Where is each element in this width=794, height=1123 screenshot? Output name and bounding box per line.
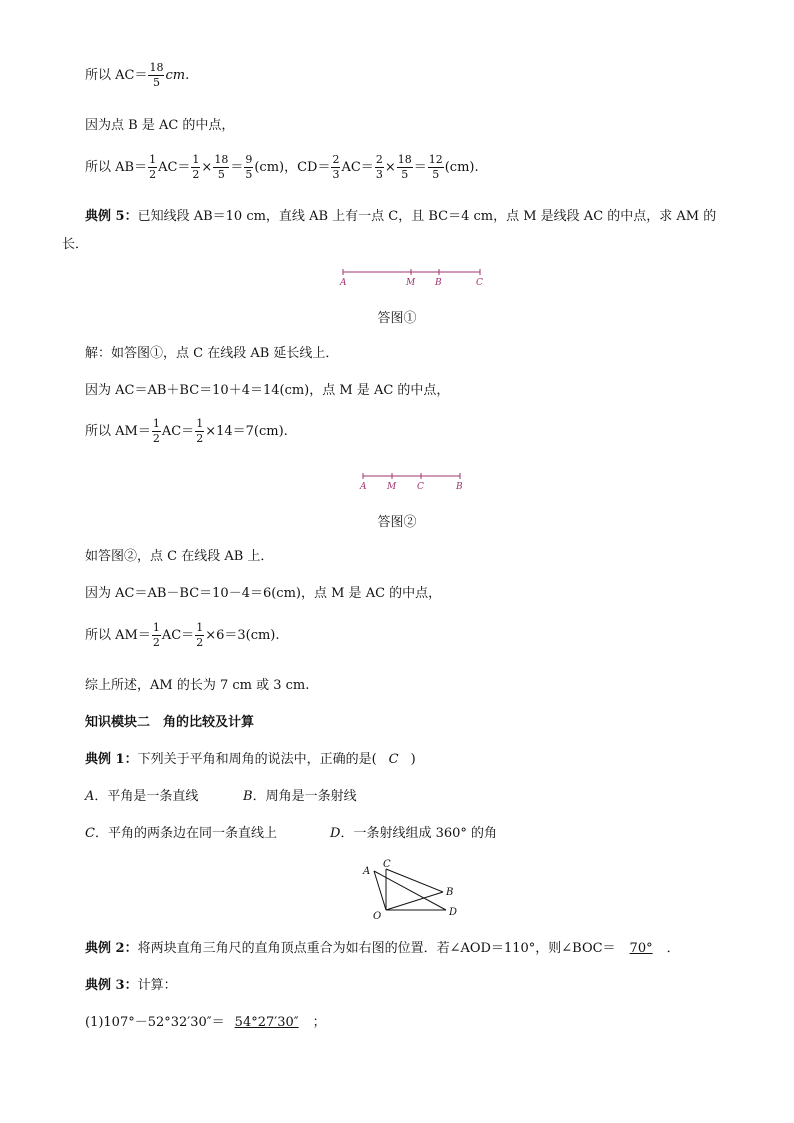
solution-1: 解：如答图①，点 C 在线段 AB 延长线上． [85,346,339,361]
fraction [195,418,204,444]
text: AC＝ [158,159,191,175]
option-text: ．一条射线组成 360° 的角 [340,826,498,841]
figure-2-caption: 答图② [377,515,417,530]
denominator: 2 [196,431,204,445]
ray-ob [386,892,443,910]
line-b-midpoint: 因为点 B 是 AC 的中点， [85,118,235,133]
example-text: 计算： [137,978,177,993]
text: ＝ [413,159,427,175]
numerator: 18 [214,153,229,166]
denominator: 2 [152,431,160,445]
text: ＝ [230,159,244,175]
text: AC＝ [341,159,374,175]
line-ab-cd [85,154,479,180]
denominator: 2 [152,635,160,649]
text: × [384,159,396,175]
example-label: 典例 1： [85,752,138,767]
solution-5: 因为 AC＝AB－BC＝10－4＝6(cm)，点 M 是 AC 的中点， [85,586,442,601]
fraction [244,154,253,180]
text: 所以 AB＝ [85,159,148,175]
example-2 [85,942,680,955]
denominator: 5 [152,75,160,89]
label-c: C [383,859,391,870]
option-a [85,790,243,803]
denominator: 5 [401,167,409,181]
fraction [195,622,204,648]
example-5 [85,210,716,223]
figure-2-segment [355,468,475,498]
fraction [375,154,384,180]
option-row-1 [85,790,357,803]
unit: cm. [165,67,190,83]
line-ac-value [85,62,189,88]
text: 所以 AM＝ [85,423,151,439]
numerator: 18 [149,61,164,74]
denominator: 2 [192,167,200,181]
solution-6 [85,622,280,648]
fraction [152,622,161,648]
solution-conclusion: 综上所述，AM 的长为 7 cm 或 3 cm. [85,678,310,693]
denominator: 2 [196,635,204,649]
option-text: ．周角是一条射线 [252,789,357,804]
text: × [201,159,213,175]
text: 所以 AM＝ [85,627,151,643]
numerator: 1 [192,153,200,166]
example-5-cont: 长． [62,237,89,252]
example-1 [85,753,416,766]
example-label: 典例 3： [85,978,138,993]
figure-3-angles [357,857,467,925]
example-text: 下列关于平角和周角的说法中，正确的是( [137,752,377,767]
numerator: 1 [152,621,160,634]
label-d: D [449,907,458,918]
label-a: A [360,482,367,492]
text: (cm). [444,159,479,175]
text: ×14＝7(cm). [205,423,288,439]
label-m: M [387,482,397,492]
answer-blank: 70° [629,941,653,956]
solution-3 [85,418,288,444]
text: ×6＝3(cm). [205,627,280,643]
option-letter: D [330,826,341,841]
numerator: 2 [375,153,383,166]
numerator: 9 [245,153,253,166]
option-b [243,790,357,803]
fraction [397,154,413,180]
option-c [85,827,330,840]
fraction [191,154,200,180]
label-m: M [406,278,416,288]
example-3 [85,979,177,992]
solution-4: 如答图②，点 C 在线段 AB 上． [85,549,274,564]
denominator: 3 [375,167,383,181]
option-letter: A [85,789,95,804]
answer: C [388,752,399,767]
calc-1 [85,1016,326,1029]
label-b: B [446,887,454,898]
end-punct: ； [312,1015,326,1030]
end-punct: ． [666,941,680,956]
fraction [213,154,229,180]
label-b: B [435,278,442,288]
numerator: 1 [149,153,157,166]
denominator: 5 [217,167,225,181]
figure-1-caption: 答图① [377,311,417,326]
fraction [148,62,164,88]
numerator: 1 [196,417,204,430]
text: 所以 AC＝ [85,67,148,83]
option-letter: B [243,789,253,804]
fraction [152,418,161,444]
numerator: 1 [196,621,204,634]
text: AC＝ [161,423,195,439]
answer-blank: 54°27′30″ [234,1015,299,1030]
denominator: 5 [245,167,253,181]
numerator: 2 [332,153,340,166]
solution-2: 因为 AC＝AB＋BC＝10＋4＝14(cm)，点 M 是 AC 的中点， [85,383,450,398]
option-letter: C [85,826,95,841]
numerator: 18 [397,153,412,166]
label-a: A [340,278,347,288]
example-label: 典例 5： [85,209,138,224]
label-o: O [373,911,382,922]
denominator: 5 [432,167,440,181]
close-paren: ) [410,752,416,767]
option-text: ．平角是一条直线 [94,789,199,804]
calc-text: (1)107°－52°32′30″＝ [85,1015,225,1030]
module-2-heading: 知识模块二 角的比较及计算 [85,715,255,730]
example-text: 将两块直角三角尺的直角顶点重合为如右图的位置．若∠AOD＝110°，则∠BOC＝ [137,941,616,956]
numerator: 12 [428,153,443,166]
option-text: ．平角的两条边在同一条直线上 [94,826,277,841]
label-a: A [363,866,371,877]
figure-1-segment [335,262,495,292]
numerator: 1 [152,417,160,430]
example-label: 典例 2： [85,941,138,956]
fraction [331,154,340,180]
fraction [148,154,157,180]
denominator: 3 [332,167,340,181]
fraction [428,154,444,180]
side-cb [386,869,443,892]
label-c: C [476,278,483,288]
text: (cm)，CD＝ [254,159,331,175]
option-row-2 [85,827,497,840]
option-d [330,827,497,840]
label-b: B [456,482,463,492]
text: AC＝ [161,627,195,643]
side-ad [374,871,446,910]
denominator: 2 [149,167,157,181]
label-c: C [417,482,424,492]
example-text: 已知线段 AB＝10 cm，直线 AB 上有一点 C，且 BC＝4 cm，点 M 是线段 AC 的中点，求 AM 的 [137,209,717,224]
